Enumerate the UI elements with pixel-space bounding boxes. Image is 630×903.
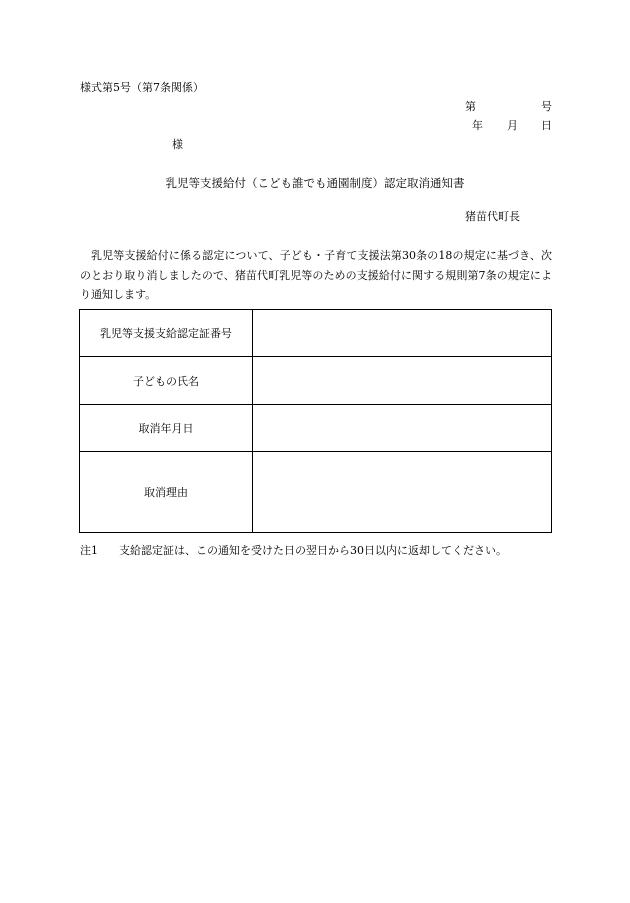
doc-number-suffix: 号 — [541, 100, 552, 113]
row-value-child-name — [253, 357, 552, 405]
row-label-cancel-reason: 取消理由 — [80, 452, 253, 533]
row-label-certificate-number: 乳児等支援支給認定証番号 — [80, 310, 253, 357]
date-day-label: 日 — [541, 119, 552, 132]
date-month-label: 月 — [507, 119, 518, 132]
table-row — [80, 405, 552, 452]
table-row — [80, 310, 552, 357]
doc-number-prefix: 第 — [465, 100, 476, 113]
row-value-cancel-reason — [253, 452, 552, 533]
row-value-cancel-date — [253, 405, 552, 452]
row-label-cancel-date: 取消年月日 — [80, 405, 253, 452]
form-number: 様式第5号（第7条関係） — [80, 81, 204, 94]
table-row — [80, 357, 552, 405]
note-label: 注1 — [80, 544, 98, 557]
row-value-certificate-number — [253, 310, 552, 357]
table-row — [80, 452, 552, 533]
recipient-honorific: 様 — [172, 138, 183, 151]
issuer-name: 猪苗代町長 — [465, 210, 520, 223]
row-label-child-name: 子どもの氏名 — [80, 357, 253, 405]
notice-body: 乳児等支援給付に係る認定について、子ども・子育て支援法第30条の18の規定に基づき、次のとおり取り消しましたので、猪苗代町乳児等のための支援給付に関する規則第7条の規定により通知します。 — [80, 249, 552, 301]
document-title: 乳児等支援給付（こども誰でも通園制度）認定取消通知書 — [165, 176, 465, 190]
info-table — [79, 309, 552, 533]
date-year-label: 年 — [472, 119, 483, 132]
note-text: 支給認定証は、この通知を受けた日の翌日から30日以内に返却してください。 — [119, 544, 507, 557]
